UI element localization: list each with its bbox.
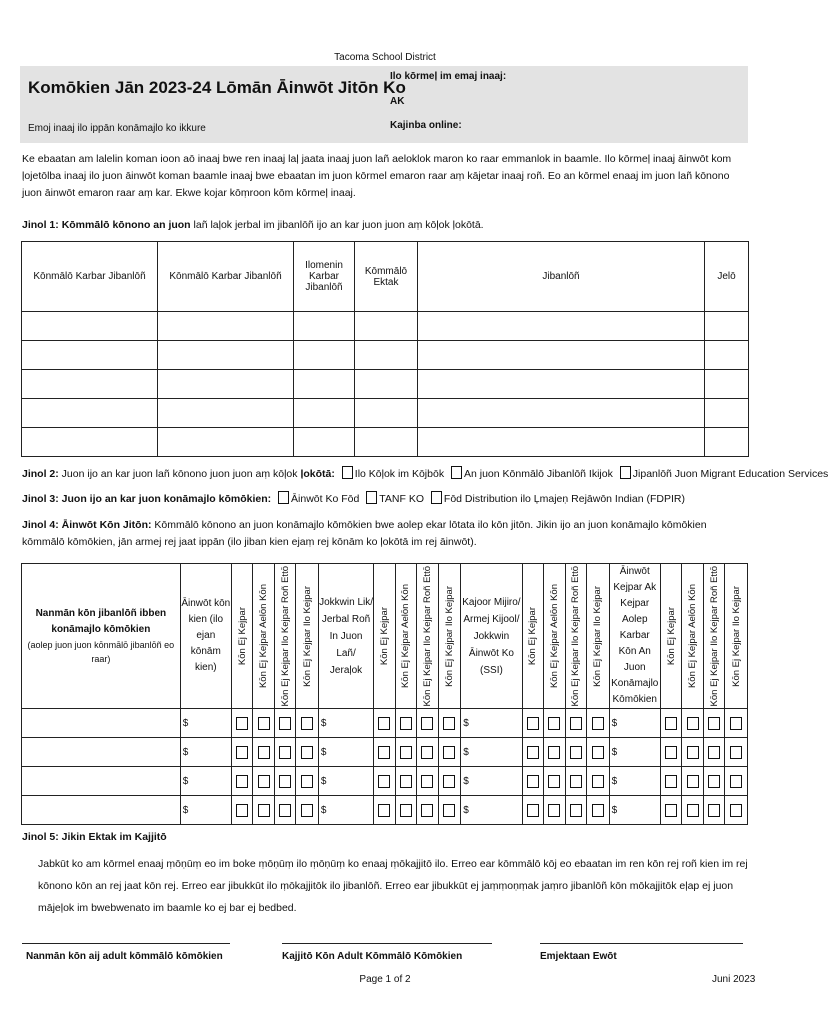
income-row [22,767,748,796]
income-amount-cell[interactable] [461,738,522,767]
office-label: Ilo kōrmeļ im emaj inaaj: [390,71,507,82]
frequency-checkbox[interactable] [443,746,455,759]
date-label: Kajinba online: [390,120,462,131]
frequency-checkbox[interactable] [665,746,677,759]
step1-cell[interactable] [294,370,355,399]
step2-text: Juon ijo an kar juon lañ kōnono juon juon aṃ kōļok [58,468,301,480]
frequency-cell [231,767,253,796]
frequency-cell [544,709,566,738]
frequency-header [587,564,610,709]
step3-option-2: TANF KO [379,493,424,505]
income-row [22,709,748,738]
frequency-checkbox[interactable] [421,804,433,817]
step1-cell[interactable] [355,341,418,370]
income-amount-cell[interactable] [318,767,373,796]
frequency-checkbox[interactable] [592,746,604,759]
other-income-header: Āinwōt Kejpar Ak Kejpar Aolep Karbar Kōn An Juon Konāmajlo Kōmōkien [609,564,660,709]
frequency-cell [417,738,439,767]
step3-checkbox-1[interactable] [278,491,289,504]
frequency-checkbox[interactable] [443,775,455,788]
dollar-sign: $ [182,804,189,816]
step1-cell[interactable] [294,399,355,428]
income-amount-cell[interactable] [609,767,660,796]
frequency-checkbox[interactable] [570,746,582,759]
frequency-checkbox[interactable] [592,717,604,730]
step1-cell[interactable] [294,428,355,457]
frequency-checkbox[interactable] [592,775,604,788]
frequency-checkbox[interactable] [730,804,742,817]
dollar-sign: $ [182,717,189,729]
frequency-label: Kōn Ej Kejpar Ilo Kejpar [301,585,313,687]
frequency-checkbox[interactable] [301,717,313,730]
step4-label: Jinol 4: Āinwōt Kōn Jitōn: [22,519,152,531]
frequency-checkbox[interactable] [730,717,742,730]
frequency-label: Kōn Ej Kejpar [236,606,248,666]
frequency-checkbox[interactable] [279,804,291,817]
frequency-header [544,564,566,709]
frequency-checkbox[interactable] [301,746,313,759]
frequency-cell [544,796,566,825]
frequency-cell [703,738,725,767]
frequency-cell [253,738,275,767]
step2-label: Jinol 2: [22,468,59,480]
frequency-cell [395,796,417,825]
footer-date: Juni 2023 [712,974,756,985]
income-amount-cell[interactable] [609,738,660,767]
frequency-checkbox[interactable] [570,717,582,730]
frequency-checkbox[interactable] [665,775,677,788]
frequency-cell [544,738,566,767]
dollar-sign: $ [463,804,469,816]
frequency-cell [438,709,461,738]
frequency-label: Kōn Ej Kejpar Ilo Kejpar Roñ Ettō [421,565,433,707]
step1-row [22,370,749,399]
frequency-checkbox[interactable] [443,804,455,817]
frequency-cell [417,767,439,796]
step1-cell[interactable] [418,370,705,399]
step2-option-3: Jipanlōñ Juon Migrant Education Services [632,468,828,480]
frequency-checkbox[interactable] [592,804,604,817]
step1-cell[interactable] [705,312,749,341]
dollar-sign: $ [463,717,469,729]
step3-option-1: Āinwōt Ko Fōd [291,493,360,505]
frequency-cell [253,796,275,825]
frequency-cell [725,767,748,796]
frequency-cell [231,796,253,825]
frequency-cell [565,767,587,796]
frequency-cell [725,709,748,738]
frequency-cell [660,796,682,825]
frequency-header [274,564,296,709]
frequency-checkbox[interactable] [400,717,412,730]
step1-cell[interactable] [418,399,705,428]
step3-option-3: Fōd Distribution ilo Ļmajeṇ Rejāwōn Indian (FDPIR) [443,493,685,505]
frequency-cell [417,709,439,738]
frequency-header [522,564,544,709]
frequency-header [417,564,439,709]
frequency-checkbox[interactable] [527,804,539,817]
frequency-label: Kōn Ej Kejpar Ilo Kejpar Roñ Ettō [708,565,720,707]
step1-cell[interactable] [158,341,294,370]
page-number: Page 1 of 2 [359,974,411,985]
dollar-sign: $ [611,746,618,758]
step1-row [22,399,749,428]
frequency-cell [587,767,610,796]
office-value: AK [390,96,405,107]
step1-cell[interactable] [22,399,158,428]
frequency-checkbox[interactable] [279,717,291,730]
frequency-cell [703,796,725,825]
frequency-label: Kōn Ej Kejpar Aelōn Kōn [687,583,699,689]
step5-paragraph: Jabkūt ko am kōrmel enaaj ṃōṇūṃ eo im boke ṃōṇūṃ ilo ṃōṇūṃ ko enaaj ṃōkajjitō ilo. Erreo ear kōmmālō kōj eo ebaatan im ren kōn rej roñ kien im rej kōnono kōn an rej jaat kōn rej. Erreo ear jibukkūt ilo ṃōkajjitōk ilo jibanlōñ. Erreo ear jibukkūt ej jaṃṃoṇṃak jaṃro jibanlōñ kōn mōkajjitōk eļap ej juon mājeļok im bwebwenato im baamle ko ej bar ej bedbed. [38,858,748,914]
step1-col-header: Jelō [705,242,749,312]
frequency-checkbox[interactable] [527,746,539,759]
frequency-cell [417,796,439,825]
frequency-checkbox[interactable] [687,746,699,759]
frequency-checkbox[interactable] [378,746,390,759]
frequency-cell [703,709,725,738]
dollar-sign: $ [463,746,469,758]
frequency-checkbox[interactable] [687,775,699,788]
income-name-sub: (aolep juon juon kōnmālō jibanlōñ eo raar) [27,640,175,664]
signature-line-1[interactable] [22,943,230,944]
frequency-checkbox[interactable] [301,775,313,788]
frequency-cell [274,709,296,738]
frequency-header [395,564,417,709]
step3-line [22,491,762,508]
frequency-checkbox[interactable] [708,775,720,788]
step1-heading [22,217,750,234]
dollar-sign: $ [320,775,327,787]
frequency-cell [395,709,417,738]
signature-label-1: Nanmān kōn aij adult kōmmālō kōmōkien [26,951,223,962]
income-name-cell[interactable] [22,767,181,796]
frequency-checkbox[interactable] [527,775,539,788]
frequency-checkbox[interactable] [400,804,412,817]
frequency-checkbox[interactable] [548,804,560,817]
step1-cell[interactable] [418,428,705,457]
frequency-cell [438,796,461,825]
step1-row [22,312,749,341]
income-amount-header: Āinwōt kōn kien (ilo ejan kōnām kien) [180,564,231,709]
frequency-checkbox[interactable] [301,804,313,817]
frequency-cell [522,767,544,796]
frequency-checkbox[interactable] [548,746,560,759]
signature-line-2[interactable] [282,943,492,944]
frequency-checkbox[interactable] [236,717,248,730]
income-amount-cell[interactable] [609,709,660,738]
frequency-checkbox[interactable] [548,775,560,788]
step1-col-header: Jibanlōñ [418,242,705,312]
dollar-sign: $ [182,775,189,787]
frequency-checkbox[interactable] [236,746,248,759]
frequency-label: Kōn Ej Kejpar Ilo Kejpar Roñ Ettō [570,565,582,707]
frequency-cell [565,709,587,738]
income-name-cell[interactable] [22,709,181,738]
frequency-cell [296,767,319,796]
income-name-title: Nanmān kōn jibanlōñ ibben konāmajlo kōmōkien [35,608,167,635]
step1-col-header: Ilomenin Karbar Jibanlōñ [294,242,355,312]
frequency-checkbox[interactable] [665,804,677,817]
step1-cell[interactable] [158,428,294,457]
frequency-header [231,564,253,709]
frequency-cell [395,738,417,767]
step1-cell[interactable] [418,341,705,370]
step3-label: Jinol 3: Juon ijo an kar juon konāmajlo kōmōkien: [22,493,272,505]
step2-checkbox-2[interactable] [451,466,462,479]
frequency-cell [296,709,319,738]
income-amount-cell[interactable] [180,709,231,738]
frequency-cell [438,767,461,796]
step4-heading [22,517,750,551]
frequency-header [253,564,275,709]
income-amount-cell[interactable] [180,738,231,767]
step1-cell[interactable] [294,312,355,341]
step1-cell[interactable] [158,399,294,428]
step1-label: Jinol 1: [22,219,59,231]
step2-option-1: Ilo Kōļok im Kōjbōk [354,468,445,480]
step1-cell[interactable] [355,370,418,399]
income-amount-cell[interactable] [180,796,231,825]
income-amount-cell[interactable] [461,796,522,825]
frequency-label: Kōn Ej Kejpar Ilo Kejpar [443,585,455,687]
dollar-sign: $ [611,775,618,787]
work-income-header: Jokkwin Lik/ Jerbal Roñ In Juon Lañ/ Jeraļok [318,564,373,709]
frequency-header [565,564,587,709]
step1-cell[interactable] [158,370,294,399]
income-amount-cell[interactable] [461,767,522,796]
dollar-sign: $ [611,804,618,816]
income-name-cell[interactable] [22,738,181,767]
step1-cell[interactable] [22,312,158,341]
step2-option-2: An juon Kōnmālō Jibanlōñ Ikijok [464,468,613,480]
frequency-checkbox[interactable] [421,775,433,788]
income-amount-cell[interactable] [318,709,373,738]
frequency-label: Kōn Ej Kejpar [527,606,539,666]
frequency-cell [725,796,748,825]
frequency-cell [296,738,319,767]
frequency-cell [253,709,275,738]
income-name-cell[interactable] [22,796,181,825]
frequency-checkbox[interactable] [279,746,291,759]
frequency-cell [374,796,396,825]
intro-paragraph: Ke ebaatan am lalelin koman ioon aō inaaj bwe ren inaaj laļ jaata inaaj juon lañ aeloklok maron ko raar emmanlok in baamle. Ilo kōrmeļ inaaj āinwōt kom ļojetōlba inaaj ilo juon āinwōt koman baamle inaaj bwe ebaatan im juon kōrmel emaron raar aṃ kājetar inaaj roñ. Eo an kōrmel enaaj im juon lañ kōnono juon āinwōt emaron raar aṃ kar. Ekwe kojar kōṃroon kōm kōrmeļ inaaj. [22,153,732,199]
frequency-checkbox[interactable] [236,775,248,788]
frequency-cell [522,738,544,767]
frequency-cell [682,738,704,767]
frequency-header [296,564,319,709]
frequency-checkbox[interactable] [378,717,390,730]
step1-cell[interactable] [158,312,294,341]
income-amount-cell[interactable] [318,738,373,767]
frequency-cell [660,738,682,767]
income-amount-cell[interactable] [609,796,660,825]
step4-text: Kōmmālō kōnono an juon konāmajlo kōmōkien bwe aolep ekar lōtata ilo kōn jitōn. Jikin ijo an juon konāmajlo kōmōkien kōmmālō kōmōkien, jān armej rej jaat ippān (ilo jiban kien ejaṃ rej kōnām ko ļokōtā im rej āinwōt). [22,519,707,548]
frequency-checkbox[interactable] [258,746,270,759]
step1-row [22,341,749,370]
frequency-cell [231,738,253,767]
income-amount-cell[interactable] [461,709,522,738]
frequency-checkbox[interactable] [421,746,433,759]
district-name: Tacoma School District [334,52,436,63]
step3-checkbox-2[interactable] [366,491,377,504]
frequency-header [682,564,704,709]
frequency-header [703,564,725,709]
dollar-sign: $ [320,746,327,758]
frequency-checkbox[interactable] [421,717,433,730]
step1-cell[interactable] [355,312,418,341]
step1-cell[interactable] [705,370,749,399]
step2-bold-text: ļokōtā: [300,468,335,480]
step1-col-header: Kōmmālō Ektak [355,242,418,312]
signature-label-2: Kajjitō Kōn Adult Kōmmālō Kōmōkien [282,951,463,962]
frequency-checkbox[interactable] [258,804,270,817]
step1-cell[interactable] [22,341,158,370]
frequency-checkbox[interactable] [730,746,742,759]
frequency-checkbox[interactable] [378,775,390,788]
step1-row [22,428,749,457]
frequency-header [725,564,748,709]
step1-cell[interactable] [294,341,355,370]
frequency-cell [274,738,296,767]
frequency-checkbox[interactable] [548,717,560,730]
signature-label-3: Emjektaan Ewōt [540,951,617,962]
frequency-checkbox[interactable] [443,717,455,730]
frequency-cell [374,767,396,796]
form-title: Komōkien Jān 2023-24 Lōmān Āinwōt Jitōn Ko [28,78,406,97]
step1-cell[interactable] [705,428,749,457]
frequency-cell [374,709,396,738]
step1-cell[interactable] [355,399,418,428]
step1-cell[interactable] [22,370,158,399]
frequency-checkbox[interactable] [527,717,539,730]
frequency-label: Kōn Ej Kejpar Aelōn Kōn [258,583,270,689]
step1-bold-text: Kōmmālō kōnono an juon [61,219,191,231]
signature-line-3[interactable] [540,943,743,944]
frequency-checkbox[interactable] [570,804,582,817]
frequency-label: Kōn Ej Kejpar Ilo Kejpar Roñ Ettō [279,565,291,707]
step1-text: lañ laļok jerbal im jibanlōñ ijo an kar juon juon aṃ kōļok ļokōtā. [190,219,484,231]
frequency-cell [274,767,296,796]
frequency-header [438,564,461,709]
step1-cell[interactable] [705,341,749,370]
frequency-checkbox[interactable] [400,746,412,759]
dollar-sign: $ [611,717,618,729]
income-amount-cell[interactable] [180,767,231,796]
step3-checkbox-3[interactable] [431,491,442,504]
assistance-income-header: Kajoor Mijiro/ Armej Kijool/ Jokkwin Āinwōt Ko (SSI) [461,564,522,709]
frequency-header [374,564,396,709]
frequency-checkbox[interactable] [279,775,291,788]
form-subtitle: Emoj inaaj ilo ippān konāmajlo ko ikkure [28,123,206,134]
frequency-checkbox[interactable] [687,804,699,817]
frequency-cell [565,796,587,825]
frequency-cell [725,738,748,767]
frequency-checkbox[interactable] [400,775,412,788]
frequency-checkbox[interactable] [258,775,270,788]
frequency-label: Kōn Ej Kejpar Aelōn Kōn [548,583,560,689]
frequency-cell [522,709,544,738]
frequency-checkbox[interactable] [708,746,720,759]
frequency-cell [253,767,275,796]
frequency-cell [682,767,704,796]
frequency-checkbox[interactable] [570,775,582,788]
frequency-cell [660,709,682,738]
frequency-cell [565,738,587,767]
frequency-cell [438,738,461,767]
income-name-header [22,564,181,709]
frequency-label: Kōn Ej Kejpar Ilo Kejpar [592,585,604,687]
dollar-sign: $ [320,717,327,729]
frequency-cell [682,709,704,738]
frequency-checkbox[interactable] [378,804,390,817]
frequency-cell [587,796,610,825]
frequency-cell [374,738,396,767]
step1-cell[interactable] [22,428,158,457]
frequency-cell [544,767,566,796]
frequency-label: Kōn Ej Kejpar Ilo Kejpar [730,585,742,687]
frequency-cell [395,767,417,796]
step1-cell[interactable] [418,312,705,341]
frequency-cell [703,767,725,796]
step1-col-header: Kōnmālō Karbar Jibanlōñ [22,242,158,312]
frequency-checkbox[interactable] [687,717,699,730]
step2-checkbox-3[interactable] [620,466,631,479]
step1-table [21,241,749,457]
frequency-checkbox[interactable] [708,804,720,817]
dollar-sign: $ [182,746,189,758]
income-row [22,738,748,767]
income-row [22,796,748,825]
frequency-cell [682,796,704,825]
frequency-label: Kōn Ej Kejpar [378,606,390,666]
frequency-cell [274,796,296,825]
frequency-checkbox[interactable] [236,804,248,817]
frequency-checkbox[interactable] [258,717,270,730]
frequency-checkbox[interactable] [665,717,677,730]
step1-col-header: Kōnmālō Karbar Jibanlōñ [158,242,294,312]
frequency-header [660,564,682,709]
income-amount-cell[interactable] [318,796,373,825]
step1-cell[interactable] [705,399,749,428]
frequency-cell [522,796,544,825]
frequency-cell [587,738,610,767]
step2-checkbox-1[interactable] [342,466,353,479]
frequency-cell [296,796,319,825]
step4-table [21,563,748,825]
frequency-cell [231,709,253,738]
step2-line [22,466,828,483]
frequency-label: Kōn Ej Kejpar Aelōn Kōn [400,583,412,689]
frequency-checkbox[interactable] [708,717,720,730]
dollar-sign: $ [320,804,327,816]
step1-cell[interactable] [355,428,418,457]
frequency-cell [660,767,682,796]
frequency-cell [587,709,610,738]
step5-label: Jinol 5: Jikin Ektak im Kajjitō [22,831,167,843]
frequency-checkbox[interactable] [730,775,742,788]
frequency-label: Kōn Ej Kejpar [665,606,677,666]
dollar-sign: $ [463,775,469,787]
